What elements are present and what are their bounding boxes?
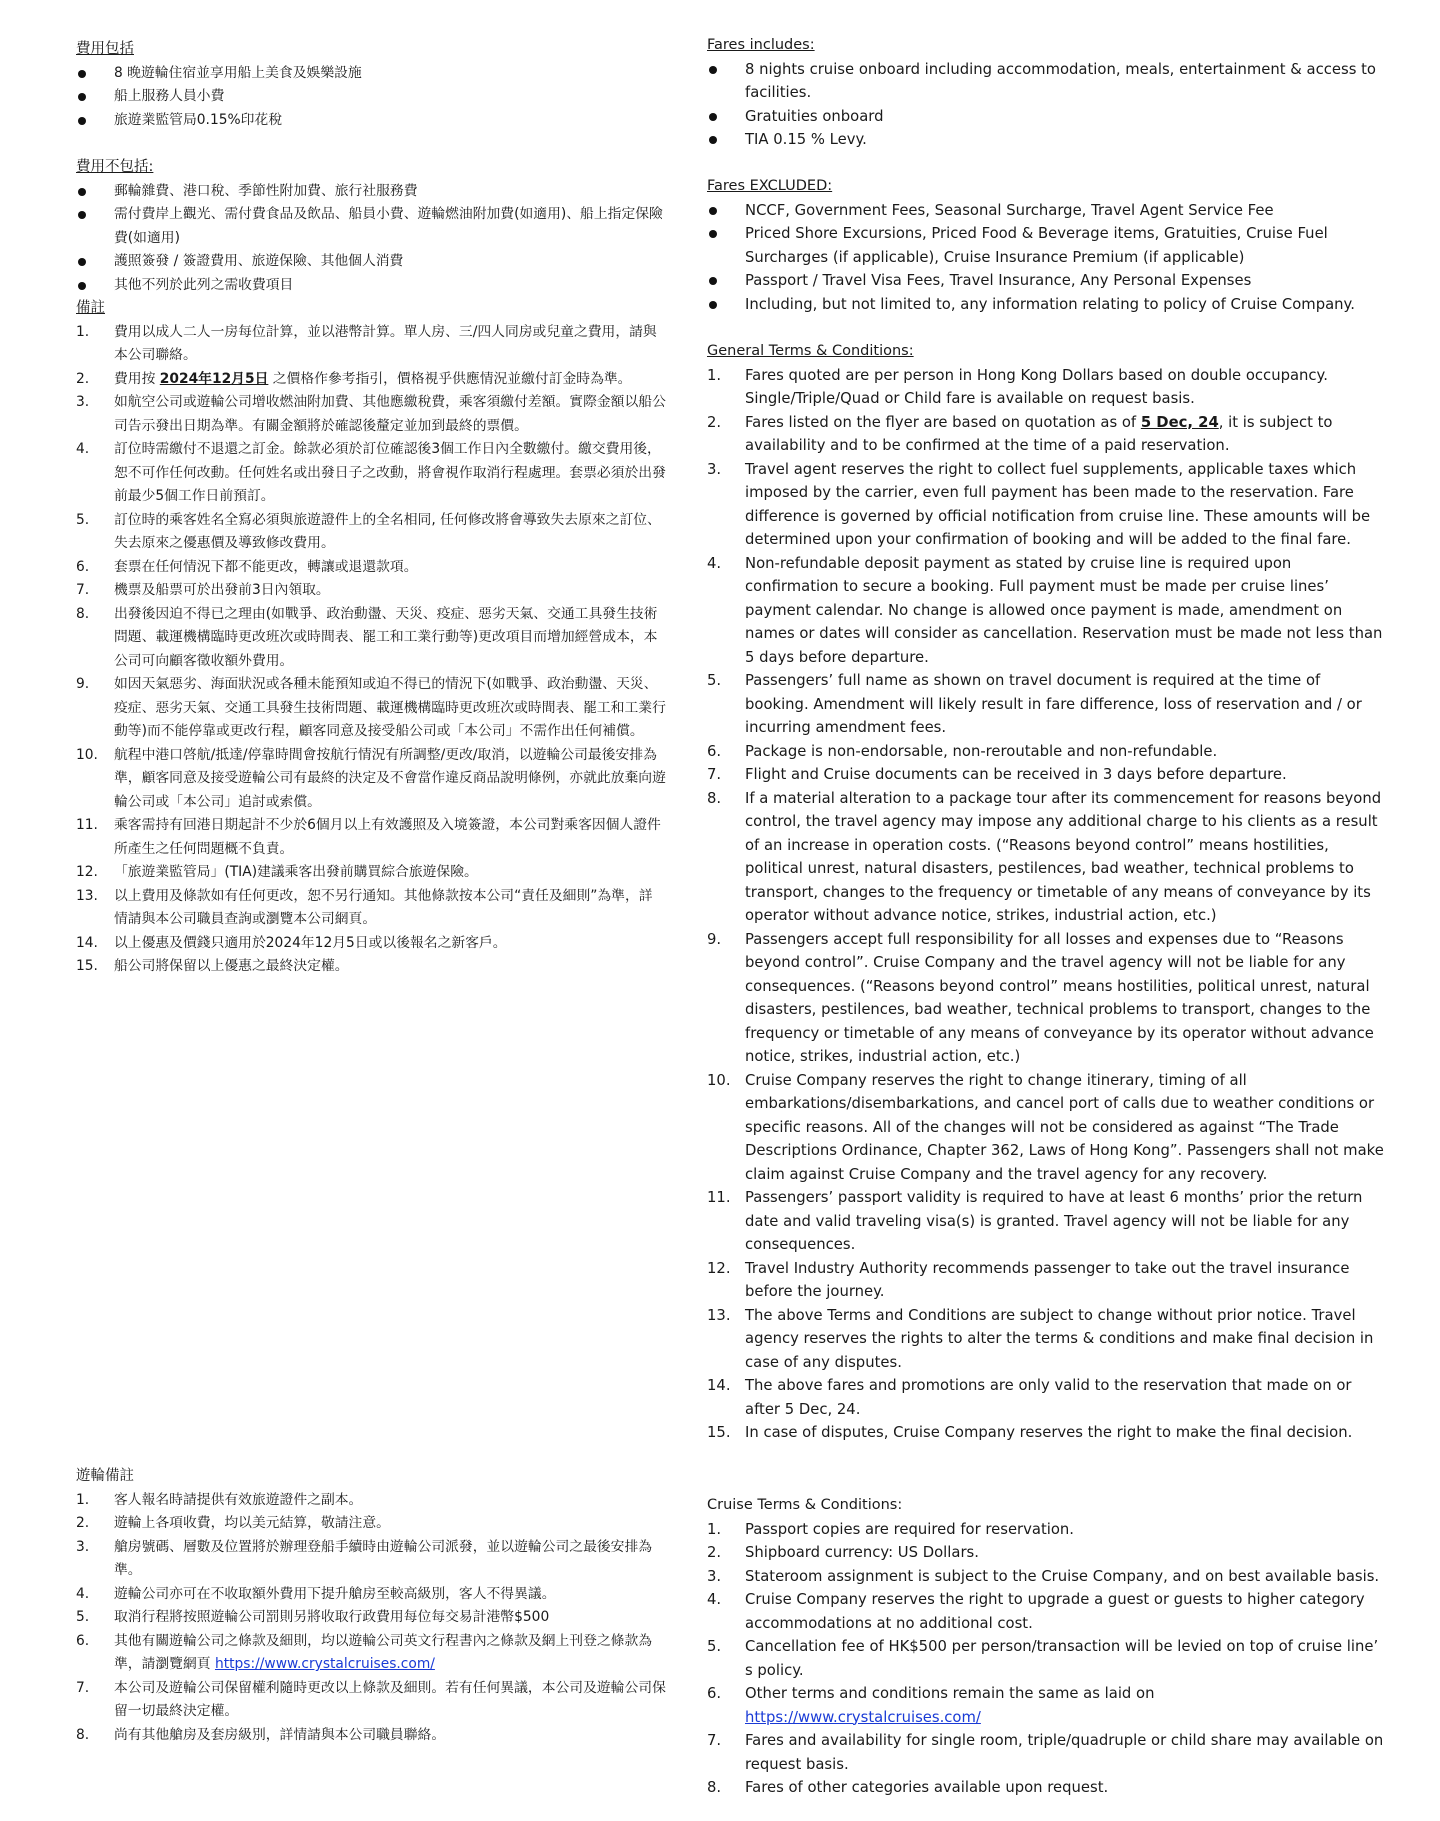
zh-remarks-section (76, 297, 666, 979)
bullet-icon (709, 207, 717, 215)
list-item-text: In case of disputes, Cruise Company reserves the right to make the final decision. (745, 1424, 1353, 1441)
zh-remarks-list (76, 321, 666, 979)
item-number: 8. (707, 1779, 722, 1796)
list-item-text: Gratuities onboard (745, 107, 884, 125)
list-item (76, 274, 666, 298)
item-number: 7. (76, 1679, 90, 1696)
list-item (707, 1421, 1387, 1445)
item-number: 4. (76, 1585, 90, 1602)
list-item-text: 護照簽發 / 簽證費用、旅遊保險、其他個人消費 (114, 253, 404, 269)
list-item (707, 105, 1387, 129)
list-item-text: Fares quoted are per person in Hong Kong Dollars based on double occupancy. Single/Triple/Quad or Child fare is available on request basis. (745, 366, 1328, 407)
bullet-icon (78, 70, 86, 78)
list-item-text: 艙房號碼、層數及位置將於辦理登船手續時由遊輪公司派發，並以遊輪公司之最後安排為準。 (114, 1538, 653, 1578)
list-item-text: Other terms and conditions remain the same as laid on (745, 1685, 1155, 1702)
list-item-text: The above fares and promotions are only valid to the reservation that made on or after 5 Dec, 24. (745, 1377, 1352, 1418)
list-item (76, 368, 666, 392)
list-item-text: 客人報名時請提供有效旅遊證件之副本。 (114, 1491, 363, 1508)
item-number: 10. (707, 1071, 731, 1089)
list-item (76, 180, 666, 204)
list-item (76, 509, 666, 556)
item-number: 7. (76, 582, 90, 598)
list-item-text: 如因天氣惡劣、海面狀況或各種未能預知或迫不得已的情況下(如戰爭、政治動盪、天災、疫症、惡劣天氣、交通工具發生技術問題、載運機構臨時更改班次或時間表、罷工和工業行動等)而不能停靠或更改行程，顧客同意及接受船公司或「本公司」不需作出任何補償。 (114, 676, 666, 739)
list-item (707, 222, 1387, 269)
list-item (707, 740, 1387, 764)
list-item (707, 199, 1387, 223)
list-item-text: 費用以成人二人一房每位計算，並以港幣計算。單人房、三/四人同房或兒童之費用，請與本公司聯絡。 (114, 323, 657, 363)
list-item-text: 取消行程將按照遊輪公司罰則另將收取行政費用每位每交易計港幣$500 (114, 1609, 550, 1625)
list-item-text: 以上費用及條款如有任何更改，恕不另行通知。其他條款按本公司“責任及細則”為準，詳情請與本公司職員查詢或瀏覽本公司網頁。 (114, 887, 653, 927)
list-item (76, 932, 666, 956)
item-number: 14. (76, 934, 98, 951)
item-number: 12. (707, 1259, 731, 1277)
list-item-text: 需付費岸上觀光、需付費食品及飲品、船員小費、遊輪燃油附加費(如適用)、船上指定保險費(如適用) (114, 206, 663, 246)
list-item-text: 8 晚遊輪住宿並享用船上美食及娛樂設施 (114, 64, 362, 81)
bullet-icon (78, 211, 86, 219)
list-item-text: 套票在任何情況下都不能更改，轉讓或退還款項。 (114, 558, 418, 575)
bullet-icon (78, 282, 86, 290)
item-number: 5. (76, 511, 90, 528)
en-cruise-list (707, 1518, 1387, 1800)
list-item-text: 其他有關遊輪公司之條款及細則，均以遊輪公司英文行程書內之條款及網上刊登之條款為準，請瀏覽網頁 (114, 1632, 653, 1672)
en-excludes-list (707, 199, 1387, 317)
list-item-text: The above Terms and Conditions are subject to change without prior notice. Travel agency reserves the rights to alter the terms & conditions and make final decision in case of any disputes. (745, 1306, 1374, 1371)
list-item-text: 其他不列於此列之需收費項目 (114, 276, 294, 293)
item-number: 3. (707, 460, 722, 478)
list-item-text: 訂位時需繳付不退還之訂金。餘款必須於訂位確認後3個工作日內全數繳付。繳交費用後，恕不可作任何改動。任何姓名或出發日子之改動，將會視作取消行程處理。套票必須於出發前最少5個工作日前預訂。 (114, 441, 666, 504)
list-item-text: Cruise Company reserves the right to change itinerary, timing of all embarkations/disembarkations, and cancel port of calls due to weather conditions or specific reasons. All of the changes will not be considered as against “The Trade Descriptions Ordinance, Chapter 362, Laws of Hong Kong”. Passengers shall not make claim against Cruise Company and the travel agency for any recovery. (745, 1071, 1384, 1183)
list-item (76, 1536, 666, 1583)
en-includes-section (707, 34, 1387, 152)
list-item (76, 603, 666, 674)
list-item (707, 1565, 1387, 1589)
item-number: 9. (76, 676, 90, 692)
list-item (76, 85, 666, 109)
list-item-text: 訂位時的乘客姓名全寫必須與旅遊證件上的全名相同, 任何修改將會導致失去原來之訂位、失去原來之優惠價及導致修改費用。 (114, 511, 661, 551)
item-number: 10. (76, 746, 98, 763)
list-item-text: 乘客需持有回港日期起計不少於6個月以上有效護照及入境簽證，本公司對乘客因個人證件所產生之任何問題概不負責。 (114, 817, 661, 857)
bullet-icon (709, 66, 717, 74)
list-item-text: Travel Industry Authority recommends passenger to take out the travel insurance before the journey. (745, 1259, 1350, 1300)
zh-excludes-section (76, 156, 666, 297)
list-item-text: Travel agent reserves the right to collect fuel supplements, applicable taxes which imposed by the carrier, even full payment has been made to the reservation. Fare difference is governed by official notification from cruise line. These amounts will be determined upon your confirmation of booking and will be added to the final fare. (745, 460, 1371, 548)
bullet-icon (78, 93, 86, 101)
en-includes-heading: Fares includes: (707, 37, 815, 53)
list-item-text: 遊輪公司亦可在不收取額外費用下提升艙房至較高級別，客人不得異議。 (114, 1585, 556, 1602)
list-item (707, 411, 1387, 458)
list-item (76, 109, 666, 133)
list-item-text: 本公司及遊輪公司保留權利隨時更改以上條款及細則。若有任何異議，本公司及遊輪公司保留一切最終決定權。 (114, 1679, 666, 1719)
list-item (707, 763, 1387, 787)
list-item (76, 1677, 666, 1724)
list-item-text: Passport / Travel Visa Fees, Travel Insurance, Any Personal Expenses (745, 272, 1252, 289)
zh-includes-list (76, 62, 666, 133)
highlighted-date: 2024年12月5日 (159, 370, 269, 387)
item-number: 13. (76, 887, 98, 904)
list-item (76, 814, 666, 861)
list-item-text: 機票及船票可於出發前3日內領取。 (114, 582, 330, 598)
list-item-text: , it is subject to availability and to be confirmed at the time of a paid reservation. (745, 413, 1333, 454)
list-item-text: Passengers’ passport validity is required to have at least 6 months’ prior the return date and valid traveling visa(s) is granted. Travel agency will not be liable for any consequences. (745, 1189, 1363, 1253)
list-item (76, 556, 666, 580)
item-number: 9. (707, 930, 722, 948)
list-item (707, 928, 1387, 1069)
item-number: 11. (76, 817, 98, 833)
list-item (707, 1257, 1387, 1304)
zh-excludes-list (76, 180, 666, 298)
list-item (707, 787, 1387, 928)
en-includes-list (707, 58, 1387, 152)
list-item-text: 尚有其他艙房及套房級別，詳情請與本公司職員聯絡。 (114, 1726, 446, 1743)
zh-cruise-section (76, 1465, 666, 1747)
zh-includes-heading: 費用包括 (76, 41, 134, 57)
list-item-text: Fares of other categories available upon request. (745, 1779, 1109, 1796)
bullet-icon (709, 113, 717, 121)
item-number: 3. (707, 1567, 722, 1585)
list-item (76, 955, 666, 979)
list-item (707, 1069, 1387, 1187)
item-number: 2. (707, 1544, 722, 1561)
list-item (76, 579, 666, 603)
list-item (76, 885, 666, 932)
zh-cruise-list (76, 1489, 666, 1748)
list-item-text: Cancellation fee of HK$500 per person/transaction will be levied on top of cruise line’ s policy. (745, 1638, 1379, 1679)
item-number: 1. (76, 323, 90, 340)
website-link[interactable]: https://www.crystalcruises.com/ (214, 1656, 435, 1672)
list-item-text: 「旅遊業監管局」(TIA)建議乘客出發前購買綜合旅遊保險。 (114, 864, 478, 880)
en-cruise-section (707, 1494, 1387, 1800)
en-terms-section (707, 340, 1387, 1445)
list-item (76, 1489, 666, 1513)
list-item-text: 航程中港口啓航/抵達/停靠時間會按航行情況有所調整/更改/取消，以遊輪公司最後安排為準，顧客同意及接受遊輪公司有最終的決定及不會當作違反商品說明條例，亦就此放棄向遊輪公司或「本公司」追討或索償。 (114, 746, 666, 810)
item-number: 6. (707, 742, 722, 760)
list-item (76, 1724, 666, 1748)
list-item (707, 458, 1387, 552)
bullet-icon (709, 136, 717, 144)
list-item-text: Passport copies are required for reservation. (745, 1520, 1074, 1538)
item-number: 12. (76, 864, 98, 880)
list-item (707, 669, 1387, 740)
list-item-text: Passengers’ full name as shown on travel document is required at the time of booking. Amendment will likely result in fare difference, loss of reservation and / or incurring amendment fees. (745, 672, 1362, 736)
list-item-text: TIA 0.15 % Levy. (745, 131, 867, 148)
list-item (76, 744, 666, 815)
list-item-text: Shipboard currency: US Dollars. (745, 1544, 979, 1561)
zh-excludes-heading: 費用不包括: (76, 159, 154, 175)
list-item (707, 1518, 1387, 1542)
highlighted-date: 5 Dec, 24 (1140, 413, 1219, 431)
item-number: 13. (707, 1306, 731, 1324)
item-number: 7. (707, 766, 722, 783)
list-item-text: Flight and Cruise documents can be received in 3 days before departure. (745, 766, 1287, 783)
list-item (707, 364, 1387, 411)
list-item (707, 1682, 1387, 1729)
list-item (707, 552, 1387, 670)
list-item-text: Non-refundable deposit payment as stated by cruise line is required upon confirmation to secure a booking. Full payment must be made per cruise lines’ payment calendar. No change is allowed once payment is made, amendment on names or dates will consider as cancellation. Reservation must be made not less than 5 days before departure. (745, 554, 1383, 666)
list-item-text: 船上服務人員小費 (114, 88, 225, 104)
list-item-text: Cruise Company reserves the right to upgrade a guest or guests to higher category accommodations at no additional cost. (745, 1591, 1365, 1632)
item-number: 8. (707, 789, 722, 807)
list-item (707, 1729, 1387, 1776)
list-item (707, 1635, 1387, 1682)
item-number: 2. (76, 370, 90, 387)
list-item-text: 郵輪雜費、港口稅、季節性附加費、旅行社服務費 (114, 182, 418, 199)
list-item (707, 293, 1387, 317)
bullet-icon (78, 258, 86, 266)
zh-includes-section (76, 38, 666, 132)
item-number: 2. (707, 413, 722, 431)
list-item-text: 船公司將保留以上優惠之最終決定權。 (114, 958, 349, 974)
en-cruise-heading: Cruise Terms & Conditions: (707, 1497, 903, 1513)
list-item-text: 遊輪上各項收費，均以美元結算，敬請注意。 (114, 1515, 390, 1531)
list-item-text: 之價格作參考指引，價格視乎供應情況並繳付訂金時為準。 (268, 370, 632, 387)
item-number: 4. (707, 1591, 722, 1608)
bullet-icon (78, 117, 86, 125)
list-item (76, 673, 666, 744)
en-terms-list (707, 364, 1387, 1445)
en-terms-heading: General Terms & Conditions: (707, 343, 914, 359)
item-number: 6. (76, 558, 90, 575)
item-number: 8. (76, 605, 90, 622)
list-item-text: 以上優惠及價錢只適用於2024年12月5日或以後報名之新客戶。 (114, 934, 507, 951)
list-item (707, 58, 1387, 105)
list-item (76, 321, 666, 368)
bullet-icon (709, 301, 717, 309)
list-item-text: Priced Shore Excursions, Priced Food & Beverage items, Gratuities, Cruise Fuel Surcharges (if applicable), Cruise Insurance Premium (if applicable) (745, 225, 1328, 266)
item-number: 1. (707, 1520, 722, 1538)
list-item-text: If a material alteration to a package tour after its commencement for reasons beyond control, the travel agency may impose any additional charge to his clients as a result of an increase in operation costs. (“Reasons beyond control” means hostilities, political unrest, natural disasters, pestilences, bad weather, technical problems to transport, changes to the frequency or timetable of any means of conveyance by its operator without advance notice, strikes, industrial action, etc.) (745, 789, 1382, 924)
list-item-text: 8 nights cruise onboard including accommodation, meals, entertainment & access to facilities. (745, 60, 1376, 101)
list-item-text: NCCF, Government Fees, Seasonal Surcharge, Travel Agent Service Fee (745, 201, 1274, 219)
list-item (76, 203, 666, 250)
item-number: 11. (707, 1189, 731, 1206)
list-item (707, 269, 1387, 293)
list-item (76, 1583, 666, 1607)
list-item (707, 1541, 1387, 1565)
list-item (707, 1304, 1387, 1375)
item-number: 2. (76, 1515, 90, 1531)
list-item-text: Fares and availability for single room, triple/quadruple or child share may available on request basis. (745, 1732, 1384, 1773)
zh-cruise-heading: 遊輪備註 (76, 1468, 134, 1484)
list-item-text: 出發後因迫不得已之理由(如戰爭、政治動盪、天災、疫症、惡劣天氣、交通工具發生技術問題、載運機構臨時更改班次或時間表、罷工和工業行動等)更改項目而增加經營成本，本公司可向顧客徵收額外費用。 (114, 605, 658, 669)
item-number: 5. (707, 672, 722, 689)
item-number: 1. (76, 1491, 90, 1508)
item-number: 1. (707, 366, 722, 384)
list-item-text: Stateroom assignment is subject to the Cruise Company, and on best available basis. (745, 1567, 1380, 1585)
item-number: 15. (707, 1424, 731, 1441)
list-item (76, 391, 666, 438)
item-number: 3. (76, 1538, 90, 1555)
list-item (76, 438, 666, 509)
en-excludes-heading: Fares EXCLUDED: (707, 178, 833, 194)
bullet-icon (709, 230, 717, 238)
zh-remarks-heading: 備註 (76, 300, 105, 316)
list-item-text: Package is non-endorsable, non-reroutable and non-refundable. (745, 742, 1218, 760)
list-item (707, 1776, 1387, 1800)
item-number: 6. (76, 1632, 90, 1649)
website-link[interactable]: https://www.crystalcruises.com/ (745, 1708, 981, 1726)
item-number: 5. (76, 1609, 90, 1625)
bullet-icon (78, 188, 86, 196)
list-item (76, 250, 666, 274)
item-number: 8. (76, 1726, 90, 1743)
item-number: 6. (707, 1685, 722, 1702)
list-item (76, 861, 666, 885)
list-item-text: 費用按 (114, 370, 160, 387)
list-item-text: Including, but not limited to, any information relating to policy of Cruise Company. (745, 295, 1355, 313)
item-number: 15. (76, 958, 98, 974)
bullet-icon (709, 277, 717, 285)
item-number: 5. (707, 1638, 722, 1655)
list-item (76, 1606, 666, 1630)
item-number: 4. (76, 441, 90, 457)
list-item (707, 1186, 1387, 1257)
en-excludes-section (707, 175, 1387, 316)
item-number: 14. (707, 1377, 731, 1394)
item-number: 3. (76, 394, 90, 410)
item-number: 4. (707, 554, 722, 572)
item-number: 7. (707, 1732, 722, 1749)
list-item (76, 1630, 666, 1677)
list-item (707, 1374, 1387, 1421)
list-item-text: Passengers accept full responsibility for all losses and expenses due to “Reasons beyond control”. Cruise Company and the travel agency will not be liable for any consequences. (“Reasons beyond control” means hostilities, political unrest, natural disasters, pestilences, bad weather, technical problems to transport, changes to the frequency or timetable of any means of conveyance by its operator without advance notice, strikes, industrial action, etc.) (745, 930, 1374, 1065)
list-item-text: 旅遊業監管局0.15%印花稅 (114, 111, 283, 128)
list-item (76, 1512, 666, 1536)
list-item-text: 如航空公司或遊輪公司增收燃油附加費、其他應繳稅費，乘客須繳付差額。實際金額以船公司告示發出日期為準。有關金額將於確認後釐定並加到最終的票價。 (114, 394, 666, 434)
list-item (707, 1588, 1387, 1635)
list-item (707, 128, 1387, 152)
list-item-text: Fares listed on the flyer are based on quotation as of (745, 413, 1141, 431)
list-item (76, 62, 666, 86)
